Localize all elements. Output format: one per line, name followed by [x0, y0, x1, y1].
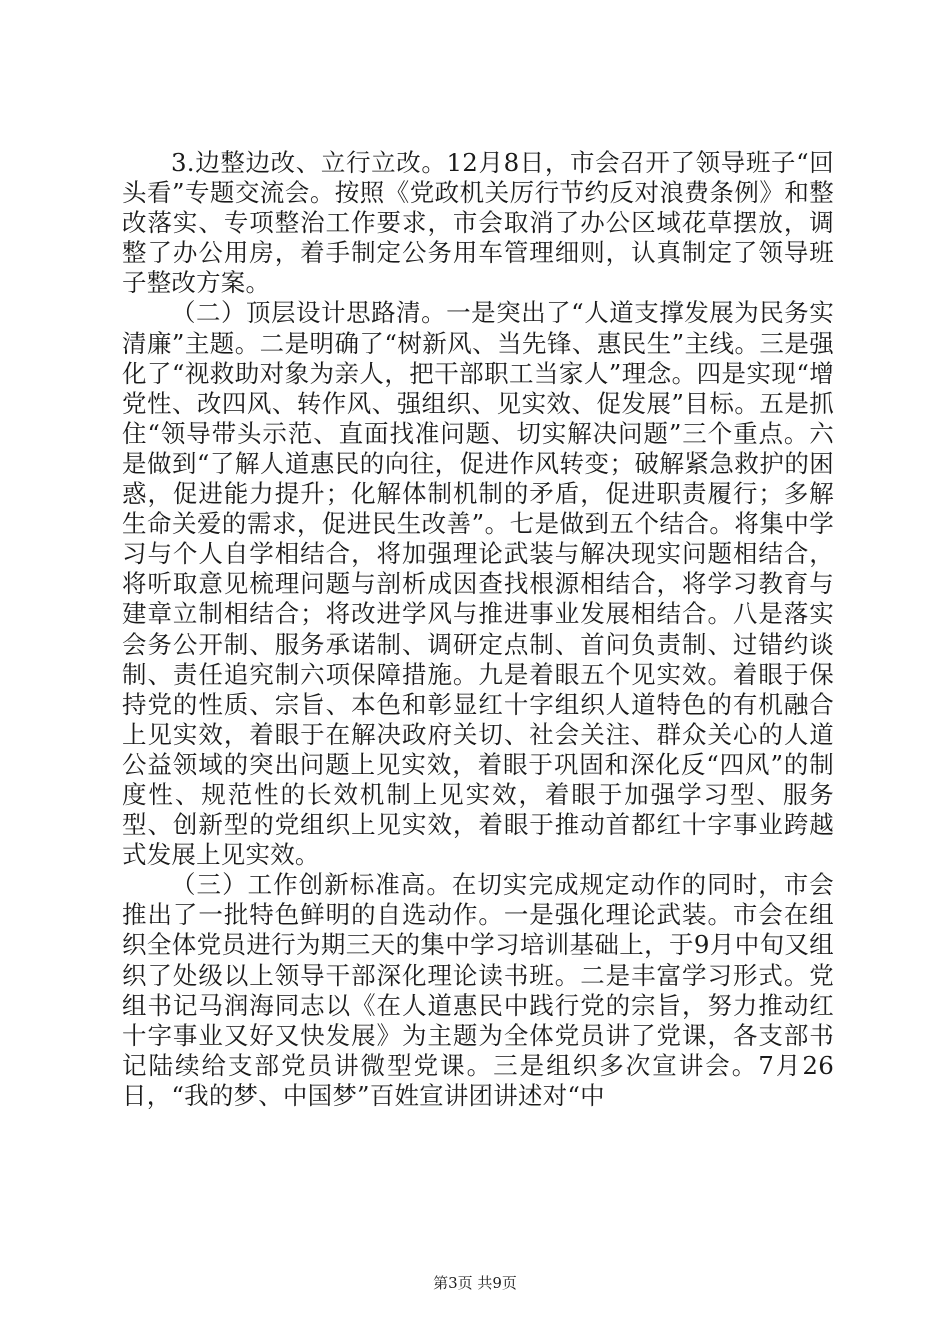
document-body: [122, 148, 834, 1111]
page-footer: 第3页 共9页: [433, 1274, 517, 1292]
paragraph-innovation: （三）工作创新标准高。在切实完成规定动作的同时，市会推出了一批特色鲜明的自选动作。一是强化理论武装。市会在组织全体党员进行为期三天的集中学习培训基础上，于9月中旬又组织了处级以上领导干部深化理论读书班。二是丰富学习形式。党组书记马润海同志以《在人道惠民中践行党的宗旨，努力推动红十字事业又好又快发展》为主题为全体党员讲了党课，各支部书记陆续给支部党员讲微型党课。三是组织多次宣讲会。7月26日，“我的梦、中国梦”百姓宣讲团讲述对“中: [122, 870, 834, 1110]
paragraph-top-design: （二）顶层设计思路清。一是突出了“人道支撑发展为民务实清廉”主题。二是明确了“树新风、当先锋、惠民生”主线。三是强化了“视救助对象为亲人，把干部职工当家人”理念。四是实现“增党性、改四风、转作风、强组织、见实效、促发展”目标。五是抓住“领导带头示范、直面找准问题、切实解决问题”三个重点。六是做到“了解人道惠民的向往，促进作风转变；破解紧急救护的困惑，促进能力提升；化解体制机制的矛盾，促进职责履行；多解生命关爱的需求，促进民生改善”。七是做到五个结合。将集中学习与个人自学相结合，将加强理论武装与解决现实问题相结合，将听取意见梳理问题与剖析成因查找根源相结合，将学习教育与建章立制相结合；将改进学风与推进事业发展相结合。八是落实会务公开制、服务承诺制、调研定点制、首问负责制、过错约谈制、责任追究制六项保障措施。九是着眼五个见实效。着眼于保持党的性质、宗旨、本色和彰显红十字组织人道特色的有机融合上见实效，着眼于在解决政府关切、社会关注、群众关心的人道公益领域的突出问题上见实效，着眼于巩固和深化反“四风”的制度性、规范性的长效机制上见实效，着眼于加强学习型、服务型、创新型的党组织上见实效，着眼于推动首都红十字事业跨越式发展上见实效。: [122, 298, 834, 870]
paragraph-rectify: 3.边整边改、立行立改。12月8日，市会召开了领导班子“回头看”专题交流会。按照《党政机关厉行节约反对浪费条例》和整改落实、专项整治工作要求，市会取消了办公区域花草摆放，调整了办公用房，着手制定公务用车管理细则，认真制定了领导班子整改方案。: [122, 148, 834, 298]
